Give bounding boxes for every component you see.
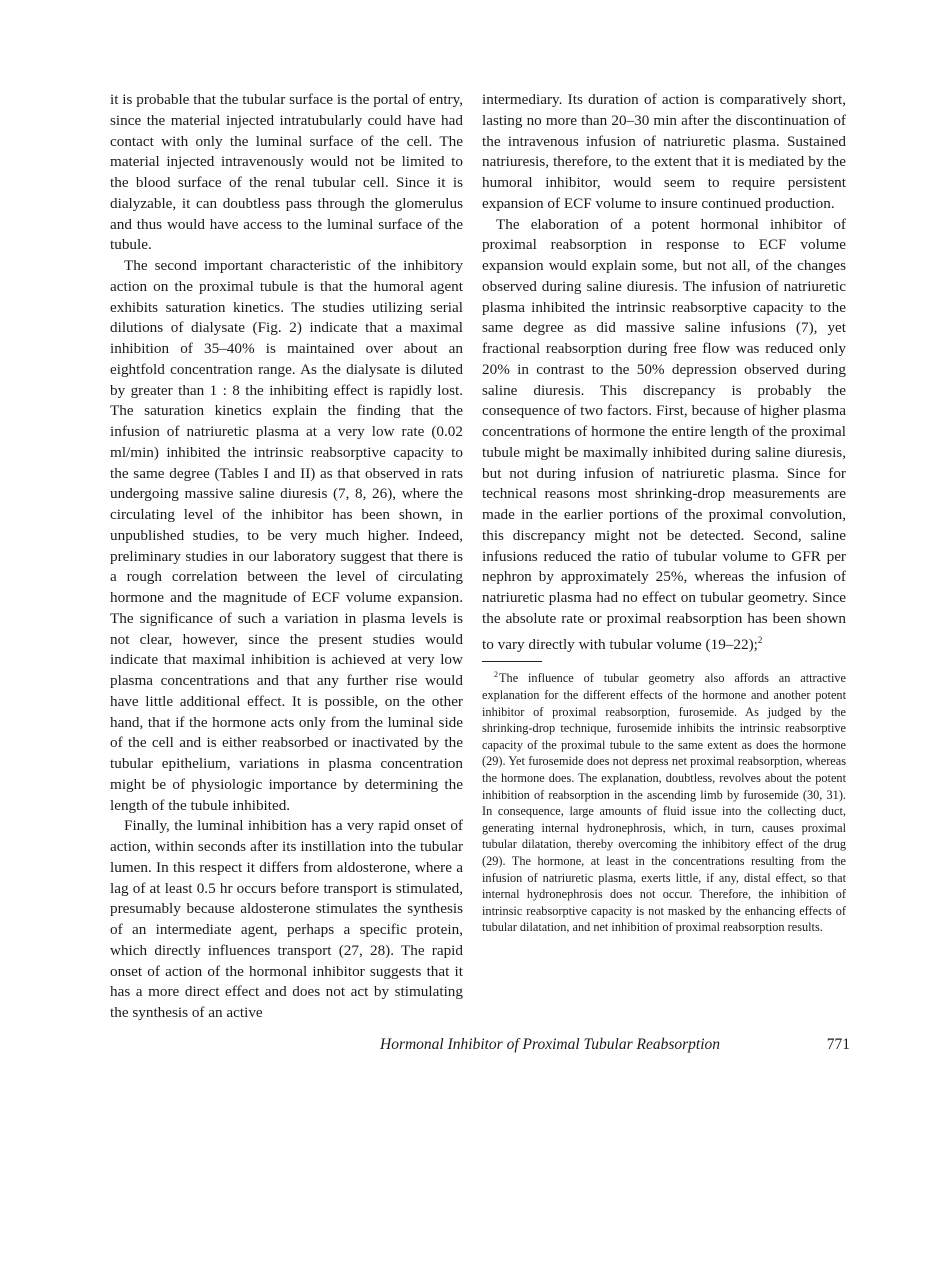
left-column — [110, 90, 463, 1024]
footnote-text: The influence of tubular geometry also affords an attractive explanation for the different effects of the hormone and another potent inhibitor of proximal reabsorption, furosemide. As judged by the shrinking-drop technique, furosemide inhibits the intrinsic reabsorptive capacity of the proximal tubule to the same extent as does the hormone (29). Yet furosemide does not depress net proximal reabsorption, whereas the hormone does. The explanation, doubtless, revolves about the potent inhibition of reabsorption in the ascending limb by furosemide (30, 31). In consequence, large amounts of fluid issue into the collecting duct, generating internal hydronephrosis, which, in turn, causes proximal tubular dilatation, thereby overcoming the inhibitory effect of the drug (29). The hormone, at least in the concentrations resulting from the infusion of natriuretic plasma, exerts little, if any, distal effect, so that internal hydronephrosis does not occur. Therefore, the inhibition of intrinsic reabsorptive capacity is not masked by the enhancing effects of tubular dilatation, and net inhibition of proximal reabsorption results. — [482, 671, 846, 935]
footnote-marker: 2 — [494, 670, 498, 680]
paragraph: The second important characteristic of the inhibitory action on the proximal tubule is that the humoral agent exhibits saturation kinetics. The studies utilizing serial dilutions of dialysate (Fig. 2) indicate that a maximal inhibition of 35–40% is maintained over about an eightfold concentration range. As the dialysate is diluted by greater than 1 : 8 the inhibiting effect is rapidly lost. The saturation kinetics explain the finding that the infusion of natriuretic plasma at a very low rate (0.02 ml/min) inhibited the intrinsic reabsorptive capacity to the same degree (Tables I and II) as that observed in rats undergoing massive saline diuresis (7, 8, 26), where the circulating level of the inhibitor has been shown, in unpublished studies, to be very much higher. Indeed, preliminary studies in our laboratory suggest that there is a rough correlation between the level of circulating hormone and the magnitude of ECF volume expansion. The significance of such a variation in plasma levels is not clear, however, since the present studies would indicate that maximal inhibition is achieved at very low plasma concentrations and that any further rise would have little additional effect. It is possible, on the other hand, that if the hormone acts only from the luminal side of the cell and is either reabsorbed or inactivated by the tubular epithelium, variations in plasma concentration might be of physiologic importance by determining the length of the tubule inhibited. — [110, 257, 463, 814]
paragraph: it is probable that the tubular surface is the portal of entry, since the material injected intratubularly could have had contact with only the luminal surface of the cell. The material injected intravenously would not be limited to the blood surface of the renal tubular cell. Since it is dialyzable, it can doubtless pass through the glomerulus and thus would have access to the luminal surface of the tubule. — [110, 91, 463, 254]
page-footer — [380, 1036, 850, 1054]
right-column — [482, 90, 846, 936]
paragraph: intermediary. Its duration of action is comparatively short, lasting no more than 20–30 min after the discontinuation of the intravenous infusion of natriuretic plasma. Sustained natriuresis, therefore, to the extent that it is mediated by the humoral inhibitor, would seem to require persistent expansion of ECF volume to insure continued production. — [482, 91, 846, 212]
paragraph-text: The elaboration of a potent hormonal inhibitor of proximal reabsorption in response to ECF volume expansion would explain some, but not all, of the changes observed during saline diuresis. The infusion of natriuretic plasma inhibited the intrinsic reabsorptive capacity to the same degree as did massive saline infusions (7), yet fractional reabsorption during free flow was reduced only 20% in contrast to the 50% depression observed during saline diuresis. This discrepancy is probably the consequence of two factors. First, because of higher plasma concentrations of hormone the entire length of the proximal tubule might be maximally inhibited during saline diuresis, but not during infusion of natriuretic plasma. Since for technical reasons most shrinking-drop measurements are made in the earlier portions of the proximal convolution, this discrepancy might not be detected. Second, saline infusions reduced the ratio of tubular volume to GFR per nephron by approximately 25%, whereas the infusion of natriuretic plasma had no effect on tubular geometry. Since the absolute rate or proximal reabsorption has been shown to vary directly with tubular volume (19–22); — [482, 215, 846, 653]
footnote-divider — [482, 661, 542, 662]
running-title: Hormonal Inhibitor of Proximal Tubular Reabsorption — [380, 1036, 721, 1053]
footnote — [482, 667, 846, 936]
paragraph: Finally, the luminal inhibition has a very rapid onset of action, within seconds after its instillation into the tubular lumen. In this respect it differs from aldosterone, where a lag of at least 0.5 hr occurs before transport is stimulated, presumably because aldosterone stimulates the synthesis of an intermediate agent, perhaps a specific protein, which directly influences transport (27, 28). The rapid onset of action of the hormonal inhibitor suggests that it has a more direct effect and does not act by stimulating the synthesis of an active — [110, 817, 463, 1021]
footnote-reference: 2 — [757, 634, 763, 645]
paragraph — [482, 215, 846, 656]
page-number: 771 — [826, 1036, 850, 1053]
